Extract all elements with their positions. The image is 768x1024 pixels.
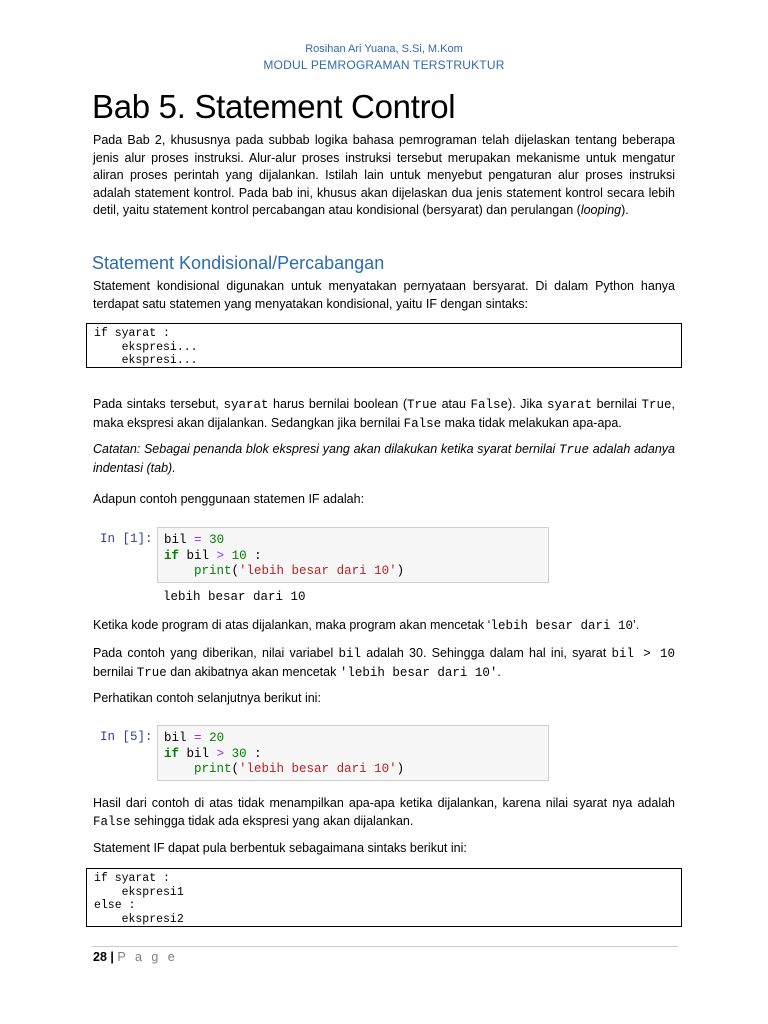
footer-divider (92, 946, 678, 947)
syntax-ifelse-code: if syarat : ekspresi1 else : ekspresi2 (94, 872, 184, 926)
syntax-box-ifelse (86, 868, 682, 927)
code-cell-2[interactable] (157, 725, 549, 781)
section-heading: Statement Kondisional/Percabangan (92, 253, 385, 273)
section-intro-paragraph: Statement kondisional digunakan untuk menyatakan pernyataan bersyarat. Di dalam Python hanya terdapat satu statemen yang menyatakan kondisional, yaitu IF dengan sintaks: (93, 279, 675, 311)
explanation-paragraph: Pada contoh yang diberikan, nilai variabel bil adalah 30. Sehingga dalam hal ini, syarat bil > 10 bernilai True dan akibatnya akan mencetak 'lebih besar dari 10'. (93, 646, 675, 680)
cell2-code: bil = 20 if bil > 30 : print('lebih besar dari 10') (164, 731, 405, 776)
note-paragraph: Catatan: Sebagai penanda blok ekspresi yang akan dilakukan ketika syarat bernilai True adalah adanya indentasi (tab). (93, 442, 675, 475)
header-author: Rosihan Ari Yuana, S.Si, M.Kom (305, 43, 463, 55)
header-module-title: MODUL PEMROGRAMAN TERSTRUKTUR (263, 58, 505, 72)
cell2-prompt: In [5]: (100, 730, 153, 744)
after-example1-paragraph: Ketika kode program di atas dijalankan, maka program akan mencetak ‘lebih besar dari 10’. (93, 618, 640, 633)
page-label: P a g e (117, 950, 178, 964)
cell1-code: bil = 30 if bil > 10 : print('lebih besar dari 10') (164, 533, 405, 578)
page-footer (93, 950, 178, 964)
italic-term: looping (580, 203, 622, 218)
syntax-if-code: if syarat : ekspresi... ekspresi... (94, 327, 198, 367)
page-number: 28 (93, 950, 107, 964)
chapter-title: Bab 5. Statement Control (92, 88, 456, 125)
intro-paragraph: Pada Bab 2, khususnya pada subbab logika bahasa pemrograman telah dijelaskan tentang beberapa jenis alur proses instruksi. Alur-alur proses instruksi tersebut merupakan mekanisme untuk mengatur aliran proses perintah yang dijalankan. Istilah lain untuk menyebut pengaturan alur proses instruksi adalah statement kontrol. Pada bab ini, khusus akan dijelaskan dua jenis statement kontrol secara lebih detil, yaitu statement kontrol percabangan atau kondisional (bersyarat) dan perulangan (looping). (93, 133, 675, 218)
syntax-box-if (86, 323, 682, 368)
syntax-explanation-paragraph: Pada sintaks tersebut, syarat harus bernilai boolean (True atau False). Jika syarat bernilai True, maka ekspresi akan dijalankan. Sedangkan jika bernilai False maka tidak melakukan apa-apa. (93, 397, 676, 431)
code-cell-1[interactable] (157, 527, 549, 583)
next-example-intro: Perhatikan contoh selanjutnya berikut ini: (93, 691, 321, 705)
example-intro: Adapun contoh penggunaan statemen IF adalah: (93, 492, 365, 506)
cell1-prompt: In [1]: (100, 532, 153, 546)
result2-paragraph: Hasil dari contoh di atas tidak menampilkan apa-apa ketika dijalankan, karena nilai syarat nya adalah False sehingga tidak ada ekspresi yang akan dijalankan. (93, 796, 675, 829)
ifelse-intro: Statement IF dapat pula berbentuk sebagaimana sintaks berikut ini: (93, 841, 467, 855)
footer-separator: | (110, 950, 114, 964)
cell1-output: lebih besar dari 10 (163, 590, 306, 604)
